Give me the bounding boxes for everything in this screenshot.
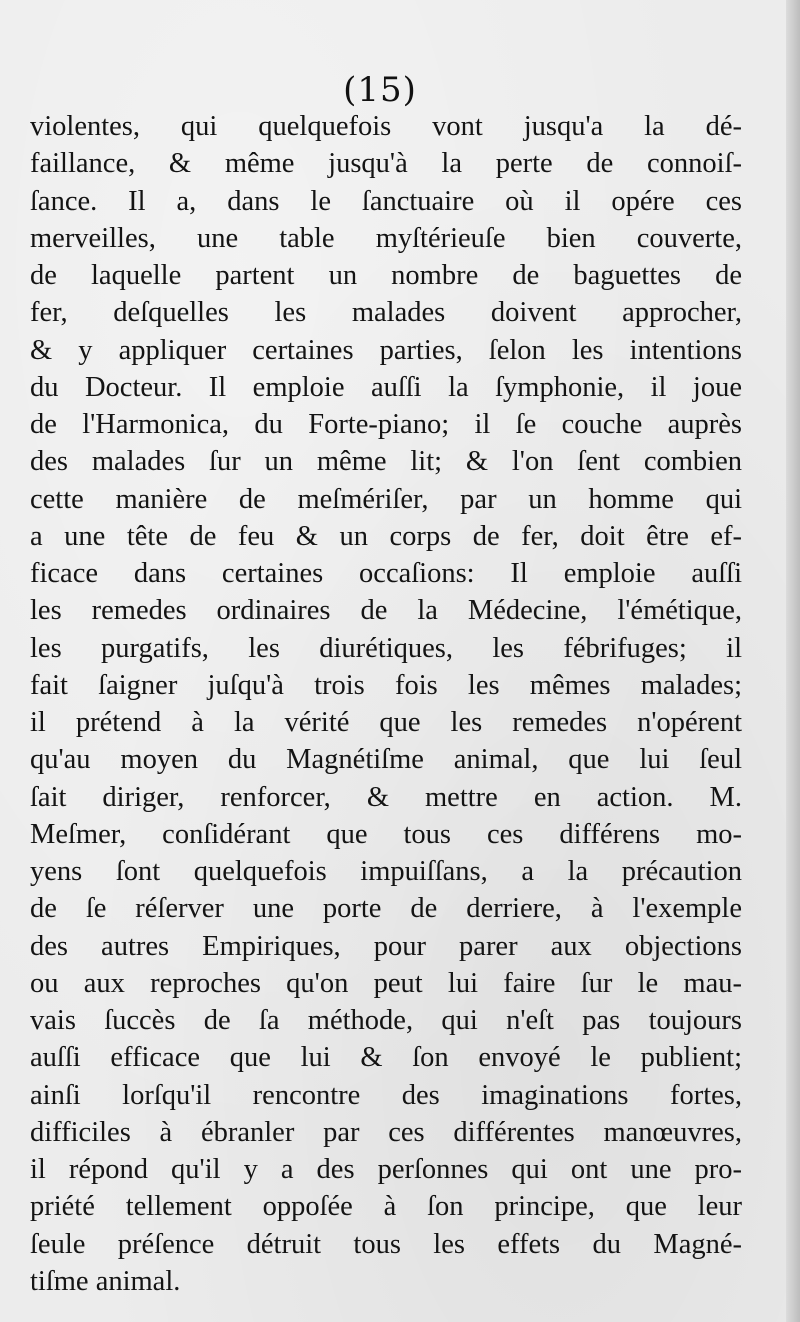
- page-number: (15): [343, 70, 417, 110]
- text-line: les remedes ordinaires de la Médecine, l'émétique,: [30, 595, 742, 627]
- text-line: cette manière de meſmériſer, par un homme qui: [30, 483, 742, 515]
- text-line: du Docteur. Il emploie auſſi la ſymphonie, il joue: [30, 371, 742, 403]
- text-line: qu'au moyen du Magnétiſme animal, que lui ſeul: [30, 744, 742, 776]
- text-line: des malades ſur un même lit; & l'on ſent combien: [30, 446, 742, 478]
- body-text: [30, 108, 742, 1300]
- text-line: vais ſuccès de ſa méthode, qui n'eſt pas toujours: [30, 1005, 742, 1036]
- text-line: yens ſont quelquefois impuiſſans, a la précaution: [30, 856, 742, 887]
- text-line: il répond qu'il y a des perſonnes qui ont une pro-: [30, 1154, 742, 1185]
- text-line: ficace dans certaines occaſions: Il emploie auſſi: [30, 558, 742, 589]
- text-line: de laquelle partent un nombre de baguettes de: [30, 260, 742, 291]
- text-line: & y appliquer certaines parties, ſelon les intentions: [30, 334, 742, 366]
- text-line: Meſmer, conſidérant que tous ces différens mo-: [30, 818, 742, 850]
- text-line: fait ſaigner juſqu'à trois fois les mêmes malades;: [30, 669, 742, 701]
- text-line: des autres Empiriques, pour parer aux objections: [30, 930, 742, 962]
- text-line: ſait diriger, renforcer, & mettre en action. M.: [30, 781, 742, 813]
- text-line: priété tellement oppoſée à ſon principe, que leur: [30, 1191, 742, 1223]
- text-line: de l'Harmonica, du Forte-piano; il ſe couche auprès: [30, 409, 742, 440]
- text-line: faillance, & même jusqu'à la perte de connoiſ-: [30, 148, 742, 180]
- text-line: de ſe réſerver une porte de derriere, à l'exemple: [30, 893, 742, 925]
- text-line: ainſi lorſqu'il rencontre des imaginations fortes,: [30, 1079, 742, 1111]
- text-line: les purgatifs, les diurétiques, les fébrifuges; il: [30, 632, 742, 664]
- text-line: violentes, qui quelquefois vont jusqu'a la dé-: [30, 111, 742, 142]
- text-line: a une tête de feu & un corps de fer, doit être ef-: [30, 520, 742, 552]
- text-line: il prétend à la vérité que les remedes n'opérent: [30, 707, 742, 738]
- text-line: ou aux reproches qu'on peut lui faire ſur le mau-: [30, 967, 742, 999]
- text-line: ſeule préſence détruit tous les effets du Magné-: [30, 1228, 742, 1260]
- text-line: fer, deſquelles les malades doivent approcher,: [30, 297, 742, 329]
- text-line: difficiles à ébranler par ces différentes manœuvres,: [30, 1116, 742, 1148]
- page-edge: [786, 0, 800, 1322]
- text-line: auſſi efficace que lui & ſon envoyé le publient;: [30, 1042, 742, 1074]
- text-line: tiſme animal.: [30, 1265, 181, 1297]
- text-line: ſance. Il a, dans le ſanctuaire où il opére ces: [30, 185, 742, 217]
- text-line: merveilles, une table myſtérieuſe bien couverte,: [30, 222, 742, 254]
